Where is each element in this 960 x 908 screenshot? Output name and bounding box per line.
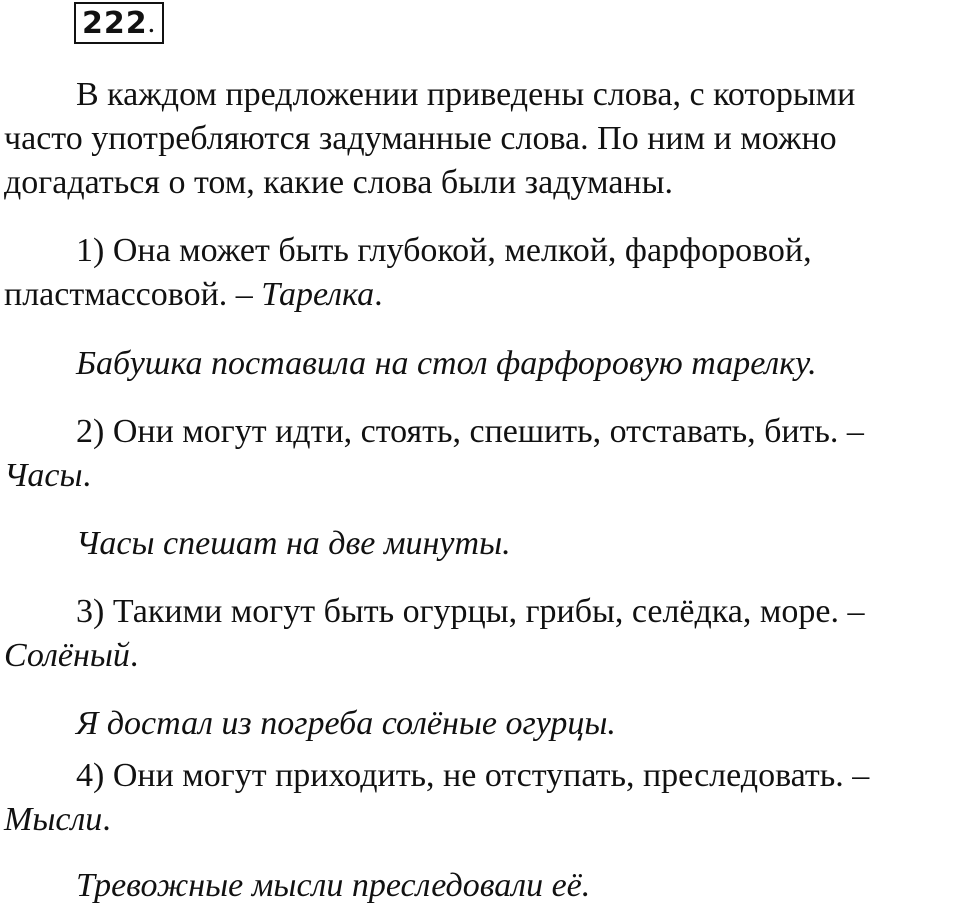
- item-3-answer-end: .: [129, 637, 139, 674]
- item-2-line-1: 2) Они могут идти, стоять, спешить, отставать, бить. –: [76, 413, 864, 450]
- item-1-line-1: 1) Она может быть глубокой, мелкой, фарфоровой,: [76, 232, 812, 269]
- intro-line-3: догадаться о том, какие слова были задуманы.: [4, 164, 673, 201]
- item-3-example: Я достал из погреба солёные огурцы.: [76, 705, 616, 742]
- item-2-line-2: [4, 454, 958, 498]
- item-4-example: Тревожные мысли преследовали её.: [76, 867, 591, 904]
- item-3-answer: Солёный: [4, 637, 130, 674]
- item-4-answer-end: .: [102, 801, 111, 838]
- item-1-line-2: [4, 273, 958, 317]
- item-1-answer-end: .: [374, 276, 383, 313]
- item-2-answer-end: .: [82, 457, 92, 494]
- exercise-number: [74, 2, 164, 44]
- exercise-number-value: 222: [82, 5, 148, 41]
- intro-line-1: В каждом предложении приведены слова, с которыми: [76, 76, 856, 113]
- item-4-line-2: [4, 798, 958, 842]
- item-1-answer: Тарелка: [261, 276, 375, 313]
- item-3-line-2: [4, 634, 958, 678]
- item-3-line-1: 3) Такими могут быть огурцы, грибы, селёдка, море. –: [76, 593, 865, 630]
- exercise-number-dot: .: [147, 6, 157, 39]
- item-2-answer: Часы: [4, 457, 83, 494]
- intro-line-2: часто употребляются задуманные слова. По ним и можно: [4, 120, 837, 157]
- item-1-example: Бабушка поставила на стол фарфоровую тарелку.: [76, 345, 817, 382]
- item-4-answer: Мысли: [4, 801, 103, 838]
- item-1-line-2-text: пластмассовой. –: [4, 276, 262, 313]
- item-2-example: Часы спешат на две минуты.: [76, 525, 511, 562]
- item-4-line-1: 4) Они могут приходить, не отступать, преследовать. –: [76, 757, 870, 794]
